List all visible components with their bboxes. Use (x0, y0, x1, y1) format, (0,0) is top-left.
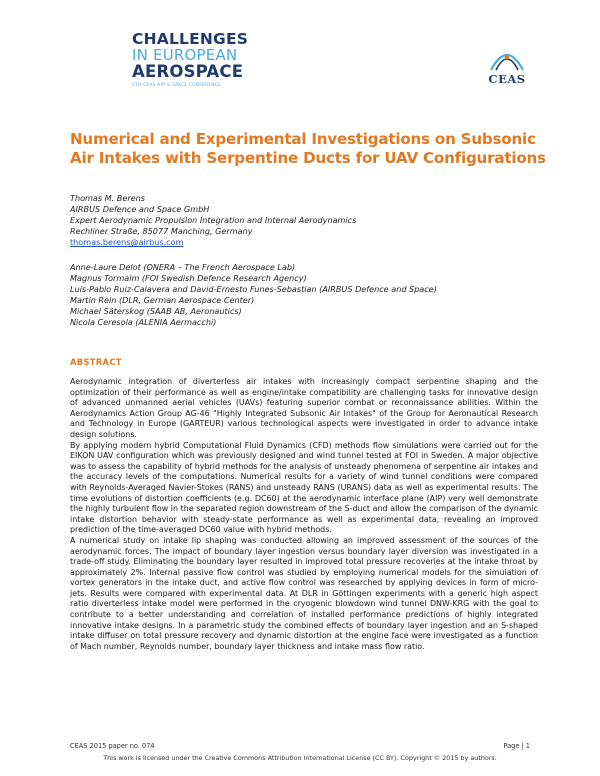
logo-line-3: AEROSPACE (132, 62, 244, 81)
logo-line-1: CHALLENGES (132, 30, 249, 48)
abstract-body (70, 377, 538, 652)
abstract-heading: ABSTRACT (70, 357, 122, 367)
coauthor-item: Anne-Laure Delot (ONERA – The French Aerospace Lab) (70, 262, 296, 272)
conference-logo (70, 28, 250, 88)
author-name: Thomas M. Berens (70, 193, 145, 203)
author-email-link[interactable]: thomas.berens@airbus.com (70, 237, 184, 247)
title-line-1: Numerical and Experimental Investigations on Subsonic (70, 130, 536, 148)
paper-title (70, 130, 546, 168)
author-org: AIRBUS Defence and Space GmbH (70, 204, 210, 214)
author-dept: Expert Aerodynamic Propulsion Integration and Internal Aerodynamics (70, 215, 357, 225)
coauthor-list (70, 262, 437, 328)
coauthor-item: Luis-Pablo Ruiz-Calavera and David-Ernesto Funes-Sebastian (AIRBUS Defence and Space) (70, 284, 437, 294)
abstract-paragraph: A numerical study on intake lip shaping was conducted allowing an improved assessment of the sources of the aerodynamic forces. The impact of boundary layer ingestion versus boundary layer diversion was investigated in a trade-off study. Eliminating the boundary layer resulted in improved total pressure recoveries at the intake throat by approximately 2%. Internal passive flow control was studied by employing numerical models for the simulation of vortex generators in the intake duct, and active flow control was researched by applying devices in form of micro-jets. Results were compared with experimental data. At DLR in Göttingen experiments with a generic high aspect ratio diverterless intake model were performed in the cryogenic blowdown wind tunnel DNW-KRG with the goal to contribute to a better understanding and correlation of installed performance predictions of highly integrated innovative intake designs. In a parametric study the combined effects of boundary layer ingestion and an S-shaped intake diffuser on total pressure recovery and dynamic distortion at the engine face were investigated as a function of Mach number, Reynolds number, boundary layer thickness and intake mass flow ratio. (70, 535, 538, 651)
logo-subtitle: 5TH CEAS AIR & SPACE CONFERENCE (132, 82, 222, 87)
coauthor-item: Michael Säterskog (SAAB AB, Aeronautics) (70, 306, 242, 316)
logo-line-2: IN EUROPEAN (132, 46, 238, 64)
ceas-emblem-icon (487, 44, 527, 74)
dot-globe-icon (70, 32, 126, 88)
coauthor-item: Martin Rein (DLR, German Aerospace Center) (70, 295, 255, 305)
footer-paper-number: CEAS 2015 paper no. 074 (70, 742, 155, 750)
ceas-label: CEAS (488, 72, 526, 86)
title-line-2: Air Intakes with Serpentine Ducts for UAV Configurations (70, 149, 546, 167)
ceas-logo (479, 44, 535, 88)
footer-license: This work is licensed under the Creative Commons Attribution International License (CC BY). Copyright © 2015 by authors. (103, 754, 497, 762)
footer-page-number: Page | 1 (503, 742, 530, 750)
author-address: Rechliner Straße, 85077 Manching, Germany (70, 226, 253, 236)
abstract-paragraph: By applying modern hybrid Computational Fluid Dynamics (CFD) methods flow simulations were carried out for the EIKON UAV configuration which was previously designed and wind tunnel tested at FOI in Sweden. A major objective was to assess the capability of hybrid methods for the analysis of unsteady phenomena of serpentine air intakes and the accuracy levels of the computations. Numerical results for a variety of wind tunnel conditions were compared with Reynolds-Averaged Navier-Stokes (RANS) and unsteady RANS (URANS) data as well as experimental results. The time evolutions of distortion coefficients (e.g. DC60) at the aerodynamic interface plane (AIP) very well demonstrate the highly turbulent flow in the separated region downstream of the S-duct and allow the comparison of the dynamic intake distortion behavior with steady-state performance as well as experimental data, revealing an improved prediction of the time-averaged DC60 value with hybrid methods. (70, 440, 538, 535)
coauthor-item: Nicola Ceresola (ALENIA Aermacchi) (70, 317, 217, 327)
abstract-paragraph: Aerodynamic integration of diverterless air intakes with increasingly compact serpentine shaping and the optimization of their performance as well as engine/intake compatibility are challenging tasks for innovative design of advanced unmanned aerial vehicles (UAVs) featuring superior combat or reconnaissance abilities. Within the Aerodynamics Action Group AG-46 "Highly Integrated Subsonic Air Intakes" of the Group for Aeronautical Research and Technology in Europe (GARTEUR) various technological aspects were investigated in order to advance intake design solutions. (70, 377, 538, 439)
coauthor-item: Magnus Tormalm (FOI Swedish Defence Research Agency) (70, 273, 307, 283)
author-block (70, 193, 356, 248)
